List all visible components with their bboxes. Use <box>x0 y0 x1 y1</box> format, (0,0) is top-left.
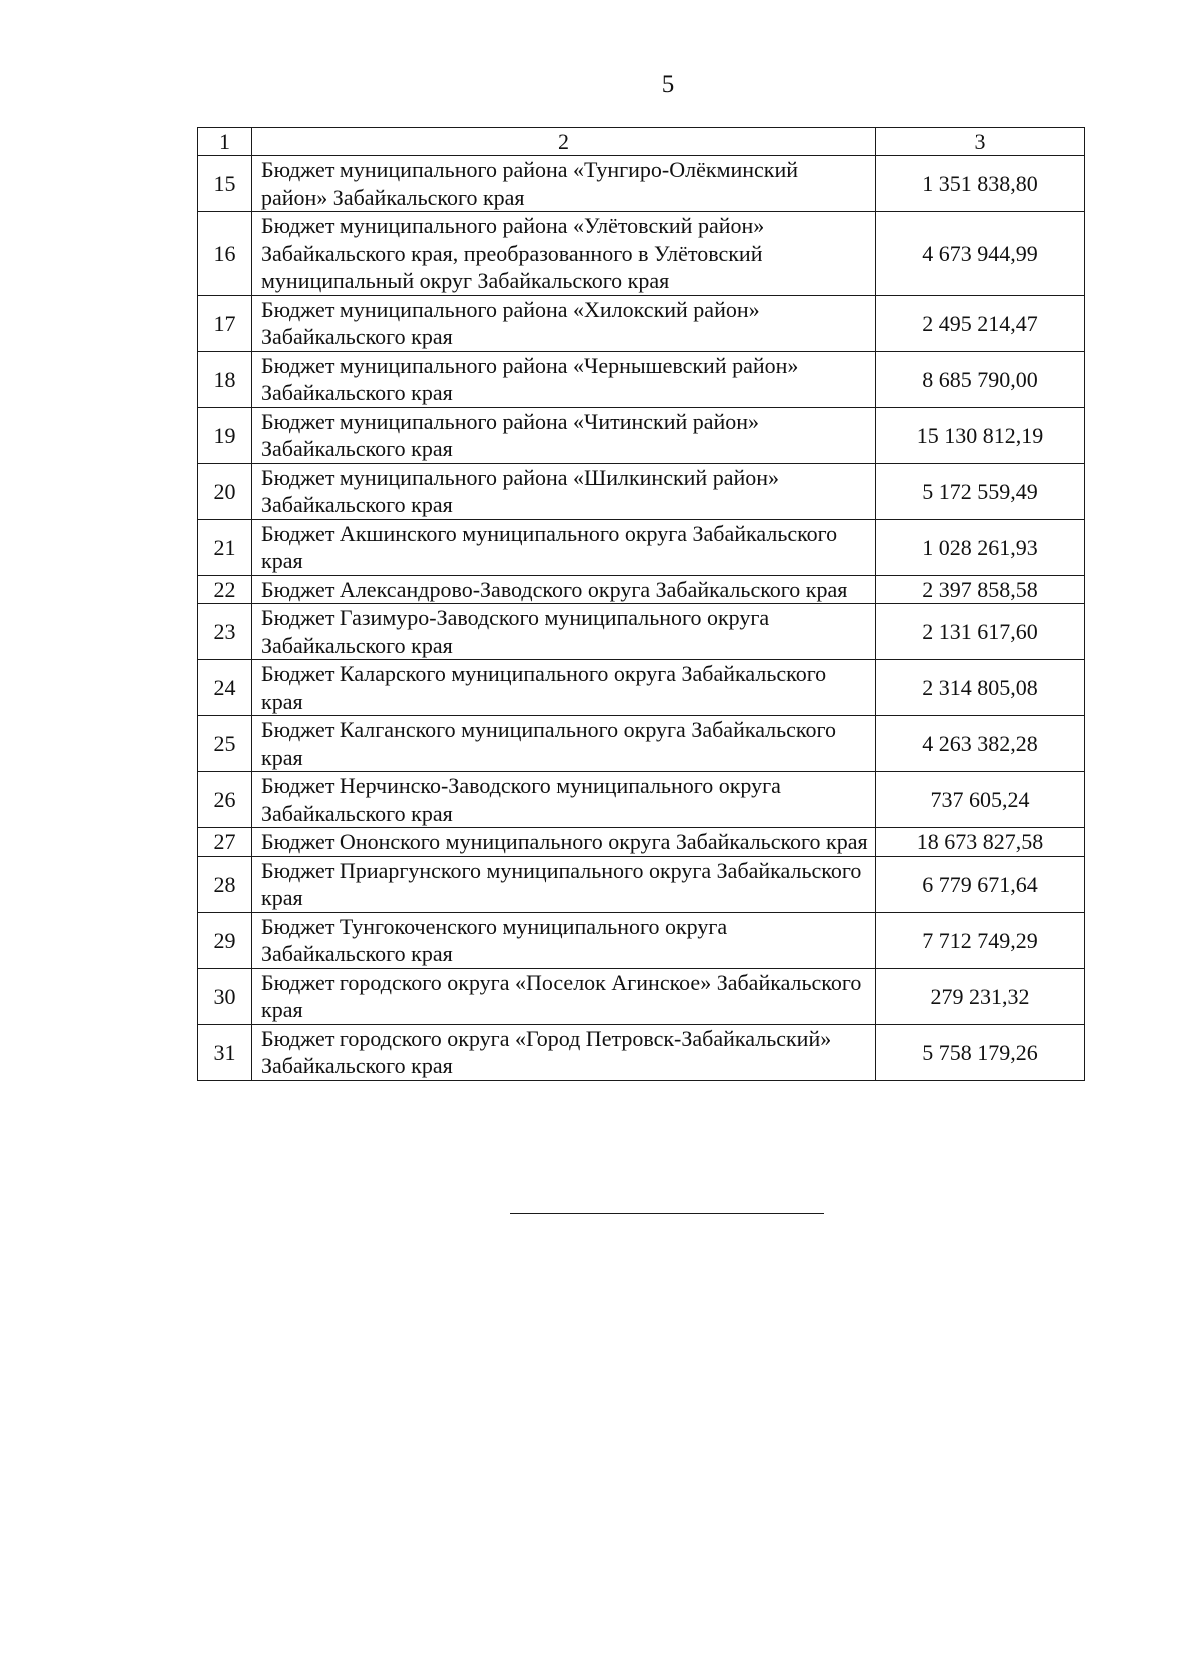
budget-amount: 2 314 805,08 <box>876 660 1085 716</box>
budget-name: Бюджет муниципального района «Улётовский район» Забайкальского края, преобразованного в Улётовский муниципальный округ Забайкальского края <box>252 212 876 296</box>
budget-name: Бюджет Ононского муниципального округа Забайкальского края <box>252 828 876 857</box>
table-row <box>198 1024 1085 1080</box>
budget-name: Бюджет муниципального района «Читинский район» Забайкальского края <box>252 407 876 463</box>
row-number: 28 <box>198 856 252 912</box>
row-number: 31 <box>198 1024 252 1080</box>
budget-amount: 4 263 382,28 <box>876 716 1085 772</box>
row-number: 23 <box>198 604 252 660</box>
budget-name: Бюджет Газимуро-Заводского муниципального округа Забайкальского края <box>252 604 876 660</box>
table-row <box>198 856 1085 912</box>
row-number: 16 <box>198 212 252 296</box>
row-number: 24 <box>198 660 252 716</box>
row-number: 17 <box>198 295 252 351</box>
row-number: 22 <box>198 575 252 604</box>
budget-name: Бюджет Каларского муниципального округа Забайкальского края <box>252 660 876 716</box>
budget-amount: 15 130 812,19 <box>876 407 1085 463</box>
table-row <box>198 407 1085 463</box>
row-number: 30 <box>198 968 252 1024</box>
budget-amount: 279 231,32 <box>876 968 1085 1024</box>
table-row <box>198 716 1085 772</box>
budget-name: Бюджет городского округа «Поселок Агинское» Забайкальского края <box>252 968 876 1024</box>
budget-name: Бюджет Александрово-Заводского округа Забайкальского края <box>252 575 876 604</box>
budget-name: Бюджет Тунгокоченского муниципального округа Забайкальского края <box>252 912 876 968</box>
row-number: 26 <box>198 772 252 828</box>
table-row <box>198 912 1085 968</box>
row-number: 19 <box>198 407 252 463</box>
budget-amount: 4 673 944,99 <box>876 212 1085 296</box>
budget-name: Бюджет Калганского муниципального округа Забайкальского края <box>252 716 876 772</box>
table-row <box>198 212 1085 296</box>
budget-amount: 5 758 179,26 <box>876 1024 1085 1080</box>
row-number: 21 <box>198 519 252 575</box>
page-number: 5 <box>661 71 675 98</box>
row-number: 15 <box>198 156 252 212</box>
budget-name: Бюджет муниципального района «Шилкинский район» Забайкальского края <box>252 463 876 519</box>
row-number: 27 <box>198 828 252 857</box>
table-row <box>198 156 1085 212</box>
budget-name: Бюджет Нерчинско-Заводского муниципального округа Забайкальского края <box>252 772 876 828</box>
budget-amount: 18 673 827,58 <box>876 828 1085 857</box>
budget-amount: 1 351 838,80 <box>876 156 1085 212</box>
table-row <box>198 295 1085 351</box>
table-row <box>198 463 1085 519</box>
budget-table <box>197 127 1085 1081</box>
closing-divider-line <box>510 1213 824 1214</box>
budget-name: Бюджет Приаргунского муниципального округа Забайкальского края <box>252 856 876 912</box>
budget-amount: 8 685 790,00 <box>876 351 1085 407</box>
budget-name: Бюджет муниципального района «Чернышевский район» Забайкальского края <box>252 351 876 407</box>
budget-amount: 737 605,24 <box>876 772 1085 828</box>
table-row <box>198 604 1085 660</box>
row-number: 29 <box>198 912 252 968</box>
budget-amount: 6 779 671,64 <box>876 856 1085 912</box>
row-number: 18 <box>198 351 252 407</box>
column-header-number: 1 <box>198 128 252 156</box>
table-row <box>198 351 1085 407</box>
table-row <box>198 519 1085 575</box>
table-row <box>198 660 1085 716</box>
budget-name: Бюджет Акшинского муниципального округа Забайкальского края <box>252 519 876 575</box>
column-header-name: 2 <box>252 128 876 156</box>
budget-amount: 2 397 858,58 <box>876 575 1085 604</box>
budget-amount: 2 495 214,47 <box>876 295 1085 351</box>
column-header-amount: 3 <box>876 128 1085 156</box>
table-row <box>198 575 1085 604</box>
budget-name: Бюджет муниципального района «Хилокский район» Забайкальского края <box>252 295 876 351</box>
budget-name: Бюджет городского округа «Город Петровск-Забайкальский» Забайкальского края <box>252 1024 876 1080</box>
row-number: 20 <box>198 463 252 519</box>
budget-name: Бюджет муниципального района «Тунгиро-Олёкминский район» Забайкальского края <box>252 156 876 212</box>
row-number: 25 <box>198 716 252 772</box>
table-row <box>198 968 1085 1024</box>
table-header-row <box>198 128 1085 156</box>
budget-amount: 1 028 261,93 <box>876 519 1085 575</box>
budget-amount: 5 172 559,49 <box>876 463 1085 519</box>
table-row <box>198 772 1085 828</box>
budget-amount: 7 712 749,29 <box>876 912 1085 968</box>
table-row <box>198 828 1085 857</box>
budget-amount: 2 131 617,60 <box>876 604 1085 660</box>
